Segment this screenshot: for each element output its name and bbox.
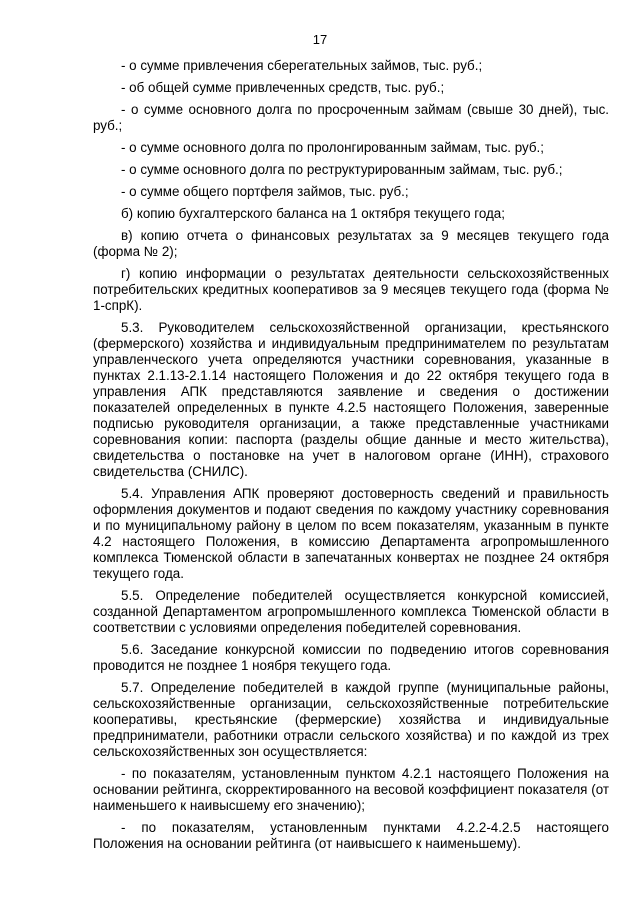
paragraph-item-v: в) копию отчета о финансовых результатах за 9 месяцев текущего года (форма № 2); [93, 228, 609, 259]
paragraph-prosrochennye-zaimy: - о сумме основного долга по просроченным займам (свыше 30 дней), тыс. руб.; [93, 102, 609, 133]
paragraph-5-6: 5.6. Заседание конкурсной комиссии по подведению итогов соревнования проводится не позднее 1 ноября текущего года. [93, 642, 609, 673]
paragraph-5-4: 5.4. Управления АПК проверяют достоверность сведений и правильность оформления документов и подают сведения по каждому участнику соревнования и по муниципальному району в целом по всем показателям, указанным в пункте 4.2 настоящего Положения, в комиссию Департамента агропромышленного комплекса Тюменской области в запечатанных конвертах не позднее 24 октября текущего года. [93, 486, 609, 581]
paragraph-item-b: б) копию бухгалтерского баланса на 1 октября текущего года; [121, 206, 505, 221]
paragraph-item-g: г) копию информации о результатах деятельности сельскохозяйственных потребительских кредитных кооперативов за 9 месяцев текущего года (форма № 1-спрК). [93, 266, 609, 313]
paragraph-restrukturirovannye-zaimy: - о сумме основного долга по реструктурированным займам, тыс. руб.; [121, 162, 563, 177]
page-number: 17 [312, 32, 328, 47]
paragraph-5-3: 5.3. Руководителем сельскохозяйственной организации, крестьянского (фермерского) хозяйства и индивидуальным предпринимателем по результатам управленческого учета определяются участники соревнования, указанные в пунктах 2.1.13-2.1.14 настоящего Положения и до 22 октября текущего года в управления АПК представляются заявление и сведения о достижении показателей определенных в пункте 4.2.5 настоящего Положения, заверенные подписью руководителя организации, а также представленные участниками соревнования копии: паспорта (разделы общие данные и место жительства), свидетельства о постановке на учет в налоговом органе (ИНН), страхового свидетельства (СНИЛС). [93, 320, 609, 479]
paragraph-5-7: 5.7. Определение победителей в каждой группе (муниципальные районы, сельскохозяйственные организации, сельскохозяйственные потребительские кооперативы, крестьянские (фермерские) хозяйства и индивидуальные предприниматели, работники отрасли сельского хозяйства) и по каждой из трех сельскохозяйственных зон осуществляется: [93, 680, 609, 759]
paragraph-sberegatelnye-zaimy: - о сумме привлечения сберегательных займов, тыс. руб.; [121, 58, 483, 73]
paragraph-portfel-zaimov: - о сумме общего портфеля займов, тыс. руб.; [121, 184, 409, 199]
document-body [93, 58, 609, 858]
paragraph-prolongirovannye-zaimy: - о сумме основного долга по пролонгированным займам, тыс. руб.; [121, 140, 545, 155]
paragraph-pokazateli-4-2-1: - по показателям, установленным пунктом 4.2.1 настоящего Положения на основании рейтинга, скорректированного на весовой коэффициент показателя (от наименьшего к наивысшему его значению); [93, 766, 609, 813]
paragraph-privlechennye-sredstva: - об общей сумме привлеченных средств, тыс. руб.; [121, 80, 445, 95]
paragraph-5-5: 5.5. Определение победителей осуществляется конкурсной комиссией, созданной Департаментом агропромышленного комплекса Тюменской области в соответствии с условиями определения победителей соревнования. [93, 588, 609, 635]
paragraph-pokazateli-4-2-2: - по показателям, установленным пунктами 4.2.2-4.2.5 настоящего Положения на основании рейтинга (от наивысшего к наименьшему). [93, 820, 609, 851]
